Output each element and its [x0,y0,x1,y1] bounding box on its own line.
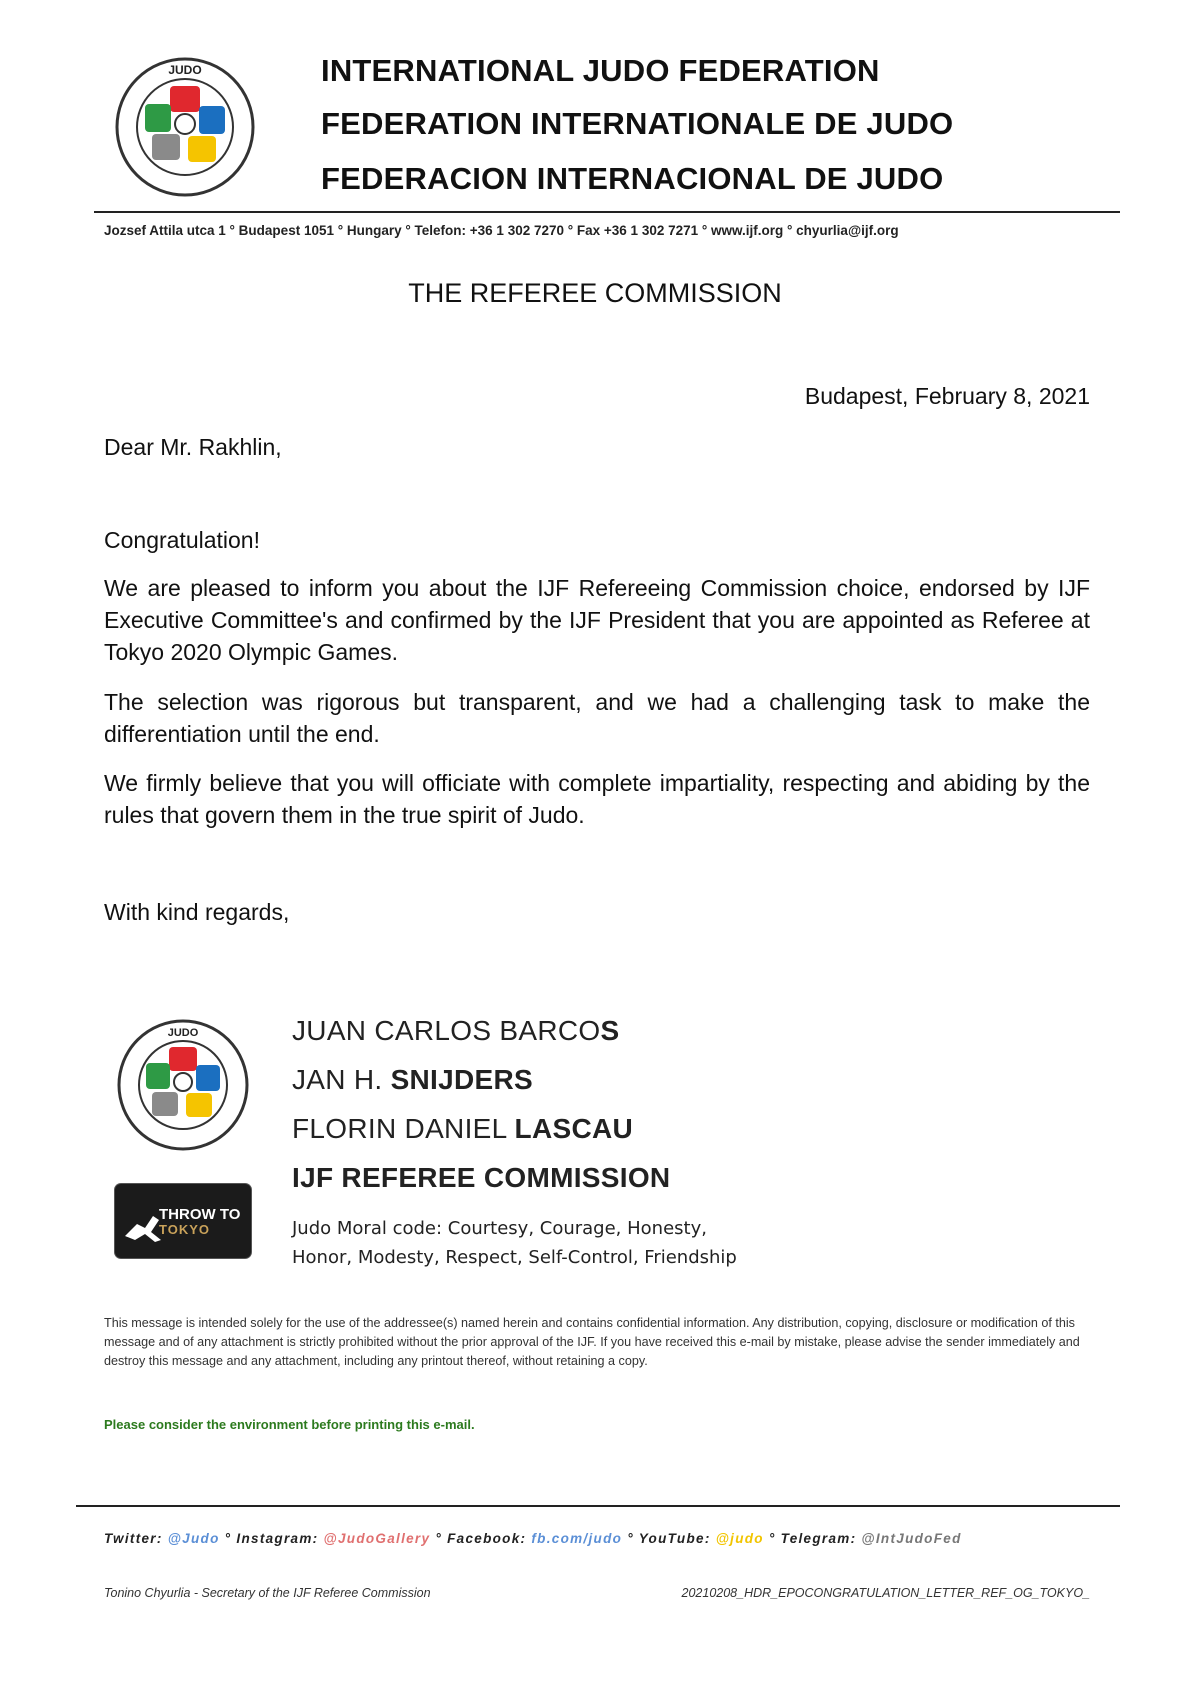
moral-code-line-2: Honor, Modesty, Respect, Self-Control, Friendship [292,1247,737,1268]
signatory-3-first: FLORIN DANIEL [292,1113,515,1144]
logo-text-top: JUDO [168,63,202,77]
signatory-1-first: JUAN CARLOS BARCO [292,1015,601,1046]
signatory-2-first: JAN H. [292,1064,391,1095]
youtube-link[interactable]: @judo [715,1531,764,1546]
environment-note: Please consider the environment before printing this e-mail. [104,1417,475,1432]
logo-text-top-small: JUDO [167,1027,199,1039]
ijf-logo-top [112,54,258,200]
footer-document-id: 20210208_HDR_EPOCONGRATULATION_LETTER_REF_OG_TOKYO_ [681,1586,1090,1600]
instagram-label: ° Instagram: [219,1531,324,1546]
telegram-label: ° Telegram: [763,1531,862,1546]
org-name-spanish: FEDERACION INTERNACIONAL DE JUDO [321,161,944,196]
address-line: Jozsef Attila utca 1 ° Budapest 1051 ° Hungary ° Telefon: +36 1 302 7270 ° Fax +36 1 302 7271 ° www.ijf.org ° chyurlia@ijf.org [104,223,899,238]
header-divider [94,211,1120,213]
paragraph-3: We firmly believe that you will officiate with complete impartiality, respecting and abiding by the rules that govern them in the true spirit of Judo. [104,770,1090,828]
footer-secretary: Tonino Chyurlia - Secretary of the IJF Referee Commission [104,1586,431,1600]
facebook-link[interactable]: fb.com/judo [531,1531,623,1546]
badge-line-1: THROW TO [159,1206,241,1223]
opening-line: Congratulation! [104,527,260,553]
facebook-label: ° Facebook: [430,1531,532,1546]
confidentiality-disclaimer: This message is intended solely for the use of the addressee(s) named herein and contains confidential information. Any distribution, copying, disclosure or modification of this message and of any attachment is strictly prohibited without the prior approval of the IJF. If you have received this e-mail by mistake, please advise the sender immediately and destroy this message and any attachment, including any printout thereof, without retaining a copy. [104,1316,1080,1368]
youtube-label: ° YouTube: [622,1531,716,1546]
moral-code-line-1: Judo Moral code: Courtesy, Courage, Honesty, [292,1218,707,1239]
signatory-2 [292,1064,533,1096]
paragraph-2: The selection was rigorous but transparent, and we had a challenging task to make the differentiation until the end. [104,689,1090,747]
org-name-french: FEDERATION INTERNATIONALE DE JUDO [321,106,954,141]
signatory-1 [292,1015,619,1047]
badge-line-2: TOKYO [159,1222,210,1237]
signatory-3 [292,1113,633,1145]
closing-line: With kind regards, [104,899,290,925]
signatory-2-last: SNIJDERS [390,1064,534,1095]
letter-date: Budapest, February 8, 2021 [804,383,1090,409]
org-name-english: INTERNATIONAL JUDO FEDERATION [321,53,880,88]
commission-title: THE REFEREE COMMISSION [408,278,782,308]
salutation: Dear Mr. Rakhlin, [104,434,282,460]
paragraph-1: We are pleased to inform you about the IJF Refereeing Commission choice, endorsed by IJF Executive Committee's and confirmed by the IJF President that you are appointed as Referee at Tokyo 2020 Olympic Games. [104,575,1090,665]
throw-to-tokyo-badge [115,1184,251,1258]
instagram-link[interactable]: @JudoGallery [323,1531,431,1546]
twitter-link[interactable]: @Judo [167,1531,220,1546]
social-links [104,1531,962,1546]
telegram-link[interactable]: @IntJudoFed [861,1531,962,1546]
ijf-logo-signature [115,1017,251,1153]
signatory-3-last: LASCAU [514,1113,634,1144]
footer-divider [76,1505,1120,1507]
signature-commission: IJF REFEREE COMMISSION [292,1162,671,1193]
twitter-label: Twitter: [104,1531,168,1546]
signatory-1-last: S [600,1015,620,1046]
